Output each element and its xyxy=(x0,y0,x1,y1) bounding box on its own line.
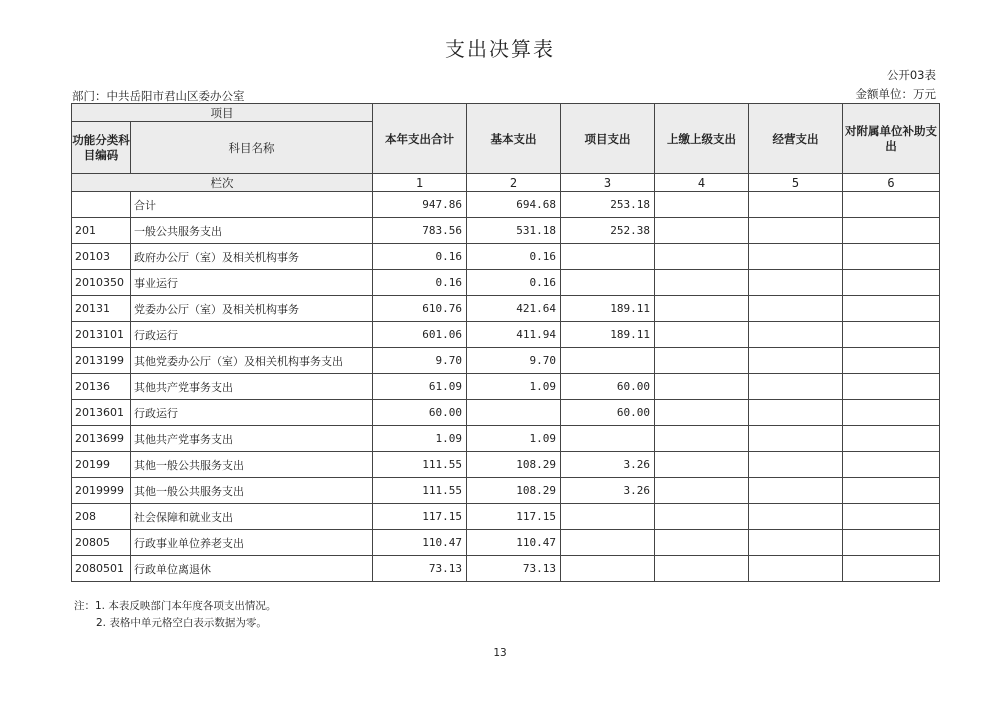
cell-subsidy xyxy=(843,426,940,452)
cell-name: 一般公共服务支出 xyxy=(131,218,373,244)
table-row xyxy=(72,530,940,556)
cell-total: 0.16 xyxy=(373,270,467,296)
cell-total: 947.86 xyxy=(373,192,467,218)
expenditure-table xyxy=(71,103,940,582)
form-number: 公开03表 xyxy=(886,68,936,82)
cell-project: 60.00 xyxy=(561,374,655,400)
cell-subsidy xyxy=(843,530,940,556)
header-total: 本年支出合计 xyxy=(373,104,467,174)
cell-basic: 9.70 xyxy=(467,348,561,374)
cell-project: 252.38 xyxy=(561,218,655,244)
cell-code: 2013699 xyxy=(72,426,131,452)
cell-name: 合计 xyxy=(131,192,373,218)
cell-upper xyxy=(655,426,749,452)
cell-subsidy xyxy=(843,504,940,530)
cell-total: 111.55 xyxy=(373,452,467,478)
cell-upper xyxy=(655,348,749,374)
cell-business xyxy=(749,452,843,478)
cell-name: 行政事业单位养老支出 xyxy=(131,530,373,556)
cell-project xyxy=(561,348,655,374)
cell-project: 3.26 xyxy=(561,452,655,478)
cell-business xyxy=(749,530,843,556)
cell-code: 201 xyxy=(72,218,131,244)
cell-subsidy xyxy=(843,374,940,400)
col-index: 2 xyxy=(467,174,561,192)
cell-business xyxy=(749,400,843,426)
cell-name: 政府办公厅（室）及相关机构事务 xyxy=(131,244,373,270)
cell-subsidy xyxy=(843,244,940,270)
cell-basic: 110.47 xyxy=(467,530,561,556)
cell-upper xyxy=(655,270,749,296)
cell-basic: 108.29 xyxy=(467,478,561,504)
note-line: 注：1. 本表反映部门本年度各项支出情况。 xyxy=(74,600,277,612)
header-code: 功能分类科目编码 xyxy=(72,122,131,174)
cell-basic: 531.18 xyxy=(467,218,561,244)
cell-project xyxy=(561,530,655,556)
table-row xyxy=(72,400,940,426)
cell-name: 其他共产党事务支出 xyxy=(131,374,373,400)
cell-project: 189.11 xyxy=(561,322,655,348)
cell-basic: 0.16 xyxy=(467,270,561,296)
cell-code: 20199 xyxy=(72,452,131,478)
table-row xyxy=(72,192,940,218)
cell-subsidy xyxy=(843,452,940,478)
cell-name: 行政单位离退休 xyxy=(131,556,373,582)
header-item: 项目 xyxy=(72,104,373,122)
cell-code: 2010350 xyxy=(72,270,131,296)
cell-subsidy xyxy=(843,296,940,322)
table-row xyxy=(72,556,940,582)
cell-subsidy xyxy=(843,192,940,218)
cell-upper xyxy=(655,296,749,322)
cell-basic: 411.94 xyxy=(467,322,561,348)
table-row xyxy=(72,426,940,452)
cell-business xyxy=(749,374,843,400)
col-index: 6 xyxy=(843,174,940,192)
cell-upper xyxy=(655,504,749,530)
header-project: 项目支出 xyxy=(561,104,655,174)
cell-subsidy xyxy=(843,478,940,504)
cell-business xyxy=(749,556,843,582)
cell-code: 2013601 xyxy=(72,400,131,426)
cell-project xyxy=(561,426,655,452)
cell-subsidy xyxy=(843,400,940,426)
cell-basic: 421.64 xyxy=(467,296,561,322)
cell-upper xyxy=(655,192,749,218)
department-label: 部门：中共岳阳市君山区委办公室 xyxy=(72,89,245,103)
cell-upper xyxy=(655,374,749,400)
cell-basic: 1.09 xyxy=(467,374,561,400)
page-number: 13 xyxy=(493,647,507,659)
table-row xyxy=(72,322,940,348)
cell-upper xyxy=(655,322,749,348)
table-row xyxy=(72,348,940,374)
cell-code: 2080501 xyxy=(72,556,131,582)
table-row xyxy=(72,504,940,530)
header-row-index: 栏次 xyxy=(72,174,373,192)
cell-code xyxy=(72,192,131,218)
cell-business xyxy=(749,244,843,270)
cell-code: 20136 xyxy=(72,374,131,400)
header-business: 经营支出 xyxy=(749,104,843,174)
cell-total: 60.00 xyxy=(373,400,467,426)
cell-code: 2019999 xyxy=(72,478,131,504)
cell-upper xyxy=(655,556,749,582)
cell-subsidy xyxy=(843,348,940,374)
cell-subsidy xyxy=(843,270,940,296)
cell-basic: 0.16 xyxy=(467,244,561,270)
cell-total: 9.70 xyxy=(373,348,467,374)
cell-business xyxy=(749,270,843,296)
cell-name: 其他一般公共服务支出 xyxy=(131,478,373,504)
col-index: 5 xyxy=(749,174,843,192)
cell-business xyxy=(749,504,843,530)
cell-code: 208 xyxy=(72,504,131,530)
cell-total: 601.06 xyxy=(373,322,467,348)
table-row xyxy=(72,478,940,504)
cell-name: 其他一般公共服务支出 xyxy=(131,452,373,478)
cell-project: 253.18 xyxy=(561,192,655,218)
table-row xyxy=(72,374,940,400)
cell-code: 20805 xyxy=(72,530,131,556)
cell-project xyxy=(561,504,655,530)
cell-name: 其他共产党事务支出 xyxy=(131,426,373,452)
cell-basic: 694.68 xyxy=(467,192,561,218)
cell-name: 社会保障和就业支出 xyxy=(131,504,373,530)
cell-total: 111.55 xyxy=(373,478,467,504)
cell-business xyxy=(749,426,843,452)
cell-project: 60.00 xyxy=(561,400,655,426)
cell-business xyxy=(749,478,843,504)
cell-subsidy xyxy=(843,556,940,582)
cell-total: 110.47 xyxy=(373,530,467,556)
cell-project: 3.26 xyxy=(561,478,655,504)
cell-name: 行政运行 xyxy=(131,400,373,426)
cell-total: 117.15 xyxy=(373,504,467,530)
cell-business xyxy=(749,322,843,348)
cell-subsidy xyxy=(843,322,940,348)
cell-business xyxy=(749,192,843,218)
cell-total: 783.56 xyxy=(373,218,467,244)
cell-name: 事业运行 xyxy=(131,270,373,296)
table-row xyxy=(72,270,940,296)
cell-basic: 117.15 xyxy=(467,504,561,530)
cell-project xyxy=(561,270,655,296)
col-index: 3 xyxy=(561,174,655,192)
header-upper: 上缴上级支出 xyxy=(655,104,749,174)
table-row xyxy=(72,296,940,322)
cell-project xyxy=(561,556,655,582)
cell-subsidy xyxy=(843,218,940,244)
cell-project: 189.11 xyxy=(561,296,655,322)
header-subsidy: 对附属单位补助支出 xyxy=(843,104,940,174)
cell-upper xyxy=(655,400,749,426)
cell-upper xyxy=(655,452,749,478)
cell-business xyxy=(749,296,843,322)
cell-total: 0.16 xyxy=(373,244,467,270)
cell-total: 610.76 xyxy=(373,296,467,322)
header-name: 科目名称 xyxy=(131,122,373,174)
cell-upper xyxy=(655,478,749,504)
header-basic: 基本支出 xyxy=(467,104,561,174)
table-row xyxy=(72,452,940,478)
cell-business xyxy=(749,348,843,374)
table-notes xyxy=(74,598,276,632)
cell-name: 行政运行 xyxy=(131,322,373,348)
cell-basic: 73.13 xyxy=(467,556,561,582)
cell-basic: 1.09 xyxy=(467,426,561,452)
cell-basic xyxy=(467,400,561,426)
cell-code: 2013199 xyxy=(72,348,131,374)
cell-upper xyxy=(655,244,749,270)
cell-code: 20103 xyxy=(72,244,131,270)
note-line: 2. 表格中单元格空白表示数据为零。 xyxy=(96,617,267,629)
col-index: 1 xyxy=(373,174,467,192)
cell-upper xyxy=(655,218,749,244)
page-title: 支出决算表 xyxy=(445,37,555,61)
cell-business xyxy=(749,218,843,244)
cell-total: 61.09 xyxy=(373,374,467,400)
cell-name: 党委办公厅（室）及相关机构事务 xyxy=(131,296,373,322)
cell-name: 其他党委办公厅（室）及相关机构事务支出 xyxy=(131,348,373,374)
cell-project xyxy=(561,244,655,270)
cell-total: 73.13 xyxy=(373,556,467,582)
cell-code: 2013101 xyxy=(72,322,131,348)
table-row xyxy=(72,218,940,244)
amount-unit: 金额单位：万元 xyxy=(855,87,936,101)
table-row xyxy=(72,244,940,270)
cell-upper xyxy=(655,530,749,556)
col-index: 4 xyxy=(655,174,749,192)
cell-code: 20131 xyxy=(72,296,131,322)
cell-total: 1.09 xyxy=(373,426,467,452)
cell-basic: 108.29 xyxy=(467,452,561,478)
